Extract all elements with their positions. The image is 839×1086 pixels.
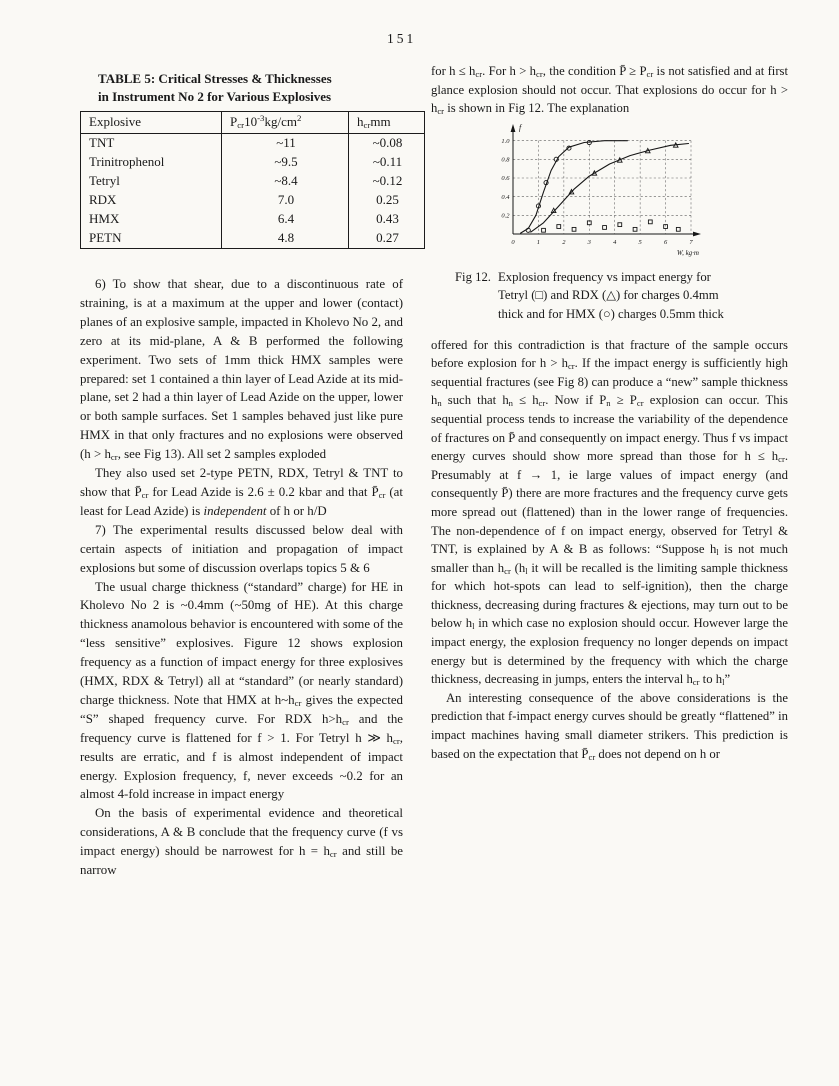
table-row — [81, 191, 425, 210]
table-cell: Trinitrophenol — [89, 154, 165, 169]
table5-col-hcr: $h_{cr}mm$ — [349, 112, 425, 134]
table-cell: ~8.4 — [222, 172, 349, 191]
chart-marker-square — [572, 227, 576, 231]
table-cell: 0.43 — [349, 210, 425, 229]
chart-y-tick-label: 0.8 — [501, 156, 510, 164]
table5-block — [80, 70, 403, 249]
paragraph: 6) To show that shear, due to a discontinuous rate of straining, is at a maximum at the upper and lower (contact) planes of an explosive sample, impacted in Kholevo No 2, and zero at its mid-plane, A & B performed the following experiment. Two sets of 1mm thick HMX samples were prepared: set 1 contained a thin layer of Lead Azide at its mid-plane, set 2 had a thin layer of Lead Azide on the upper, lower or both sample surfaces. Set 1 samples behaved just like pure HMX in that only fractures and no explosions were observed ($h > h_{cr}$, see Fig 13). All set 2 samples exploded — [80, 277, 403, 463]
chart-marker-square — [648, 220, 652, 224]
table5 — [80, 111, 425, 249]
table-cell: HMX — [89, 211, 120, 226]
chart-x-tick-label: 2 — [562, 238, 566, 246]
chart-curve — [531, 143, 689, 232]
table5-col-explosive: Explosive — [81, 112, 222, 134]
chart-x-axis-label: W, kg·m — [676, 248, 699, 257]
table-cell: ~0.08 — [349, 134, 425, 154]
paragraph: On the basis of experimental evidence and theoretical considerations, A & B conclude that the frequency curve (f vs impact energy) should be narrowest for $h = h_{cr}$ and still be narrow — [80, 806, 403, 878]
right-column-text — [431, 336, 788, 764]
table5-title-line2: in Instrument No 2 for Various Explosives — [98, 89, 332, 104]
table-cell: 0.27 — [349, 229, 425, 249]
paragraph: 7) The experimental results discussed below deal with certain aspects of initiation and propagation of impact explosions but some of discussion overlaps topics 5 & 6 — [80, 522, 403, 575]
chart-x-tick-label: 7 — [689, 238, 693, 246]
chart-marker-square — [676, 227, 680, 231]
fig12-chart-svg — [489, 122, 701, 262]
chart-y-tick-label: 0.2 — [501, 212, 510, 220]
table5-body — [81, 134, 425, 249]
table5-col-pcr: $P_{cr}10^{-3}kg/cm^2$ — [222, 112, 349, 134]
right-column-intro — [431, 62, 788, 118]
table-row — [81, 153, 425, 172]
chart-x-tick-label: 6 — [663, 238, 668, 246]
chart-marker-square — [557, 224, 561, 228]
fig12-caption-label: Fig 12. — [455, 269, 491, 284]
chart-y-tick-label: 0.6 — [501, 174, 510, 182]
table-cell: 7.0 — [222, 191, 349, 210]
chart-curve — [521, 140, 628, 232]
page-number: 151 — [387, 31, 417, 46]
left-column-text — [80, 275, 403, 880]
table-row — [81, 134, 425, 154]
chart-marker-square — [633, 227, 637, 231]
paragraph: An interesting consequence of the above considerations is the prediction that f-impact energy curves should be greatly “flattened” in impact machines having small diameter strikers. This prediction is based on the expectation that $P̄_{cr}$ does not depend on h or — [431, 690, 788, 762]
table-row — [81, 229, 425, 249]
table-cell: RDX — [89, 192, 117, 207]
chart-y-tick-label: 1.0 — [501, 137, 510, 145]
table-cell: 6.4 — [222, 210, 349, 229]
chart-x-tick-label: 0 — [511, 238, 515, 246]
table5-header-row — [81, 112, 425, 134]
table-row — [81, 172, 425, 191]
table-cell: ~0.11 — [349, 153, 425, 172]
chart-y-tick-label: 0.4 — [501, 193, 510, 201]
chart-x-tick-label: 1 — [536, 238, 541, 246]
table-cell: 0.25 — [349, 191, 425, 210]
fig12-caption-text: Explosion frequency vs impact energy for Tetryl (□) and RDX (△) for charges 0.4mm thick and for HMX (○) charges 0.5mm thick — [497, 269, 724, 321]
fig12-figure — [489, 122, 788, 262]
fig12-caption — [455, 268, 739, 324]
paragraph: The usual charge thickness (“standard” charge) for HE in Kholevo No 2 is ~0.4mm (~50mg of HE). At this charge thickness anamolous behavior is encountered with some of the “less sensitive” explosives. Figure 12 shows explosion frequency as a function of impact energy for three explosives (HMX, RDX & Tetryl) all at “standard” (or nearly standard) charge thickness. Note that HMX at $h\sim h_{cr}$ gives the expected “S” shaped frequency curve. For RDX $h>h_{cr}$ and the frequency curve is flattened for f > 1. For Tetryl h ≫ $h_{cr}$, results are erratic, and f is almost independent of impact energy. Explosion frequency, f, never exceeds ~0.2 for an almost 4-fold increase in impact energy — [80, 579, 403, 802]
table-cell: PETN — [89, 230, 122, 245]
paragraph: They also used set 2-type PETN, RDX, Tetryl & TNT to show that $P̄_{cr}$ for Lead Azide is 2.6 ± 0.2 kbar and that $P̄_{cr}$ (at least for Lead Azide) is independent of h or h/D — [80, 466, 403, 518]
chart-marker-square — [618, 223, 622, 227]
table-cell: ~11 — [222, 134, 349, 154]
chart-x-tick-label: 3 — [587, 238, 591, 246]
right-column — [431, 62, 788, 763]
table-cell: ~9.5 — [222, 153, 349, 172]
chart-x-tick-label: 4 — [613, 238, 617, 246]
left-column — [80, 70, 403, 880]
chart-marker-square — [603, 225, 607, 229]
table5-title-line1: TABLE 5: Critical Stresses & Thicknesses — [98, 71, 332, 86]
chart-x-axis-arrow — [693, 231, 701, 236]
table5-title — [80, 70, 403, 106]
chart-y-axis-arrow — [511, 124, 516, 132]
paragraph: for $h \le h_{cr}$. For $h > h_{cr}$, the condition P̄ ≥ $P_{cr}$ is not satisfied and at first glance explosion should not occur. That explosions do occur for $h > h_{cr}$ is shown in Fig 12. The explanation — [431, 64, 789, 117]
table-row — [81, 210, 425, 229]
paragraph: offered for this contradiction is that fracture of the sample occurs before explosion for $h > h_{cr}$. If the impact energy is sufficiently high sequential fractures (see Fig 8) can produce a “new” sample thickness $h_n$ such that $h_n \le h_{cr}$. Now if $P_n \ge P_{cr}$ explosion can occur. This sequential process tends to increase the variability of the dependence of fractures on P̄ and consequently on impact energy. Thus f vs impact energy curves should show more spread than those for $h \le h_{cr}$. Presumably at f → 1, ie large values of impact energy (and consequently P̄) there are more fractures and the frequency curve gets more spread out (flattened) than in the lower range of frequencies. The non-dependence of f on impact energy, observed for Tetryl & TNT, is explained by A & B as follows: “Suppose $h_l$ is not much smaller than $h_{cr}$ ($h_l$ it will be recalled is the limiting sample thickness for which hot-spots can lead to self-ignition), then the charge thickness, decreasing during fractures & ejections, may turn out to be below $h_l$ in which case no explosion should occur. However large the impact energy, the explosion frequency no longer depends on impact energy but is determined by the frequency with which the charge thickness, decreasing in jumps, enters the interval $h_{cr}$ to $h_l$” — [431, 337, 789, 688]
table-cell: 4.8 — [222, 229, 349, 249]
chart-x-tick-label: 5 — [638, 238, 642, 246]
table-cell: ~0.12 — [349, 172, 425, 191]
chart-y-axis-label: f — [519, 122, 522, 132]
table-cell: TNT — [89, 135, 115, 150]
table-cell: Tetryl — [89, 173, 120, 188]
chart-marker-square — [542, 228, 546, 232]
